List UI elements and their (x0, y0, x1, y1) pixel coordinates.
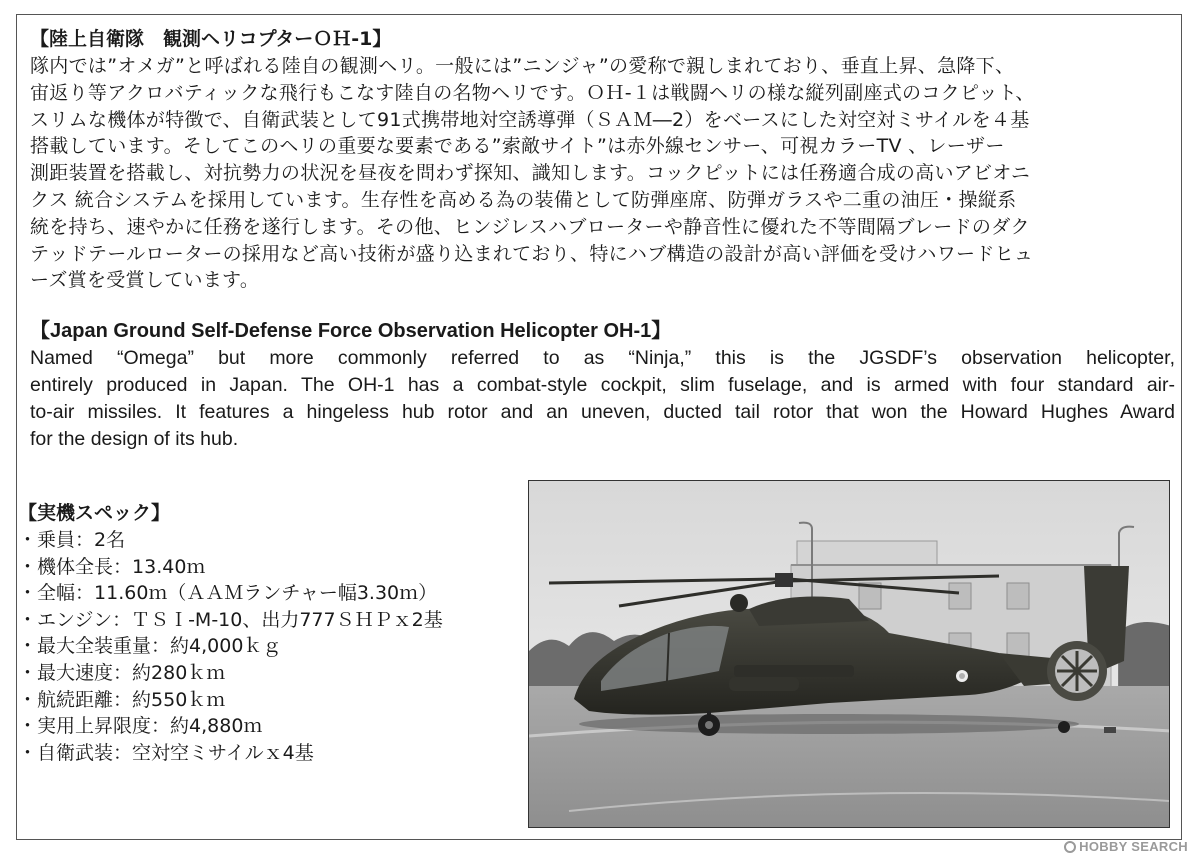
spec-title: 【実機スペック】 (18, 502, 171, 524)
spec-item-engine: ・ エンジン：ＴＳＩ-M-10、出力777ＳＨＰｘ2基 (18, 607, 518, 634)
spec-item-armament: ・ 自衛武装：空対空ミサイルｘ4基 (18, 740, 518, 767)
english-line: to-air missiles. It features a hingeless hub rotor and an uneven, ducted tail rotor that won the Howard Hughes Award (30, 401, 1175, 423)
spec-list (18, 527, 518, 766)
japanese-line: 測距装置を搭載し、対抗勢力の状況を昼夜を問わず探知、識知します。コックピットには任務適合成の高いアビオニ (30, 162, 1031, 185)
japanese-line: 統を持ち、速やかに任務を遂行します。その他、ヒンジレスハブローターや静音性に優れた不等間隔ブレードのダク (30, 215, 1030, 238)
japanese-line: 搭載しています。そしてこのヘリの重要な要素である”索敵サイト”は赤外線センサー、可視カラーTV 、レーザー (30, 135, 1005, 158)
spec-item-crew: ・ 乗員：2名 (18, 527, 518, 554)
logo-icon (1064, 841, 1076, 853)
english-line: Named “Omega” but more commonly referred to as “Ninja,” this is the JGSDF’s observation helicopter, (30, 347, 1175, 369)
spec-item-ceiling: ・ 実用上昇限度：約4,880ｍ (18, 713, 518, 740)
english-line: for the design of its hub. (30, 428, 239, 450)
japanese-body (30, 53, 1170, 294)
english-title: 【Japan Ground Self-Defense Force Observation Helicopter OH-1】 (30, 320, 672, 342)
japanese-description (30, 26, 1170, 294)
watermark-label: HOBBY SEARCH (1079, 839, 1188, 854)
japanese-line: スリムな機体が特徴で、自衛武装として91式携帯地対空誘導弾（ＳＡＭ―2）をベースにした対空対ミサイルを４基 (30, 108, 1030, 131)
spec-item-max-speed: ・ 最大速度：約280ｋｍ (18, 660, 518, 687)
helicopter-photo (528, 480, 1170, 828)
english-line: entirely produced in Japan. The OH-1 has a combat-style cockpit, slim fuselage, and is armed with four standard air- (30, 374, 1175, 396)
spec-item-max-weight: ・ 最大全装重量：約4,000ｋｇ (18, 633, 518, 660)
japanese-title: 【陸上自衛隊 観測ヘリコプターＯＨ-1】 (30, 28, 392, 50)
spec-item-range: ・ 航続距離：約550ｋｍ (18, 687, 518, 714)
watermark (1064, 839, 1188, 854)
japanese-line: 隊内では”オメガ”と呼ばれる陸自の観測ヘリ。一般には”ニンジャ”の愛称で親しまれており、垂直上昇、急降下、 (30, 55, 1015, 77)
spec-item-length: ・ 機体全長：13.40ｍ (18, 554, 518, 581)
japanese-line: テッドテールローターの採用など高い技術が盛り込まれており、特にハブ構造の設計が高い評価を受けハワードヒュ (30, 242, 1034, 265)
japanese-line: ーズ賞を受賞しています。 (30, 269, 260, 292)
english-description (30, 317, 1175, 453)
japanese-line: 宙返り等アクロバティックな飛行もこなす陸自の名物ヘリです。ＯＨ-１は戦闘ヘリの様な縦列副座式のコクピット、 (30, 81, 1035, 104)
spec-item-width: ・ 全幅：11.60ｍ（ＡＡＭランチャー幅3.30ｍ） (18, 580, 518, 607)
japanese-line: クス 統合システムを採用しています。生存性を高める為の装備として防弾座席、防弾ガラスや二重の油圧・操縦系 (30, 188, 1017, 211)
spec-section (18, 499, 518, 766)
english-body (30, 345, 1175, 453)
